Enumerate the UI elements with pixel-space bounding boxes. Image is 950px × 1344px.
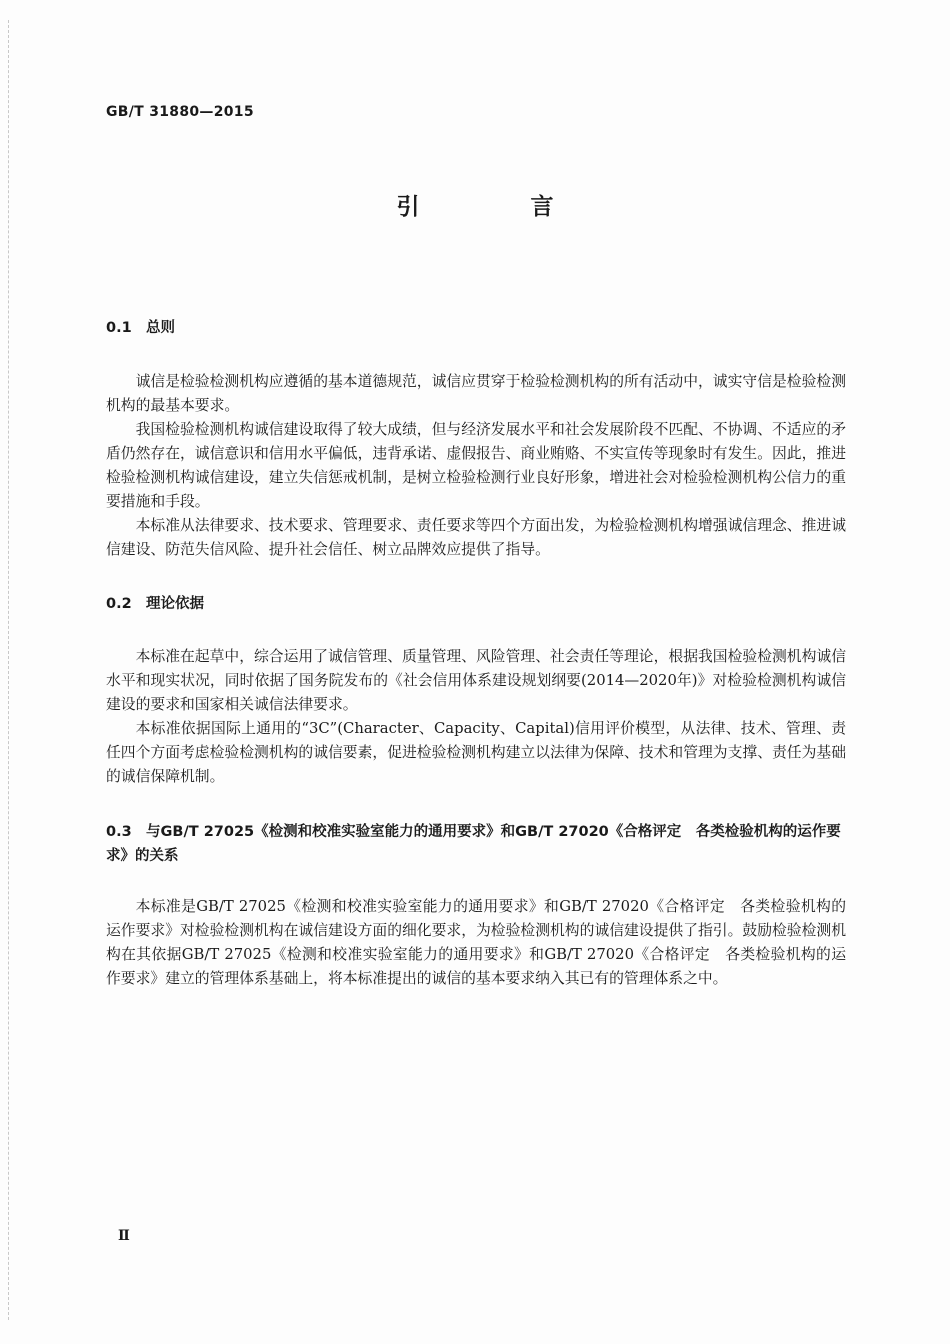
paragraph: 本标准依据国际上通用的“3C”(Character、Capacity、Capital)信用评价模型，从法律、技术、管理、责任四个方面考虑检验检测机构的诚信要素，促进检验检测机构建立以法律为保障、技术和管理为支撑、责任为基础的诚信保障机制。	[106, 720, 846, 785]
standard-code: GB/T 31880—2015	[106, 104, 254, 120]
section-number: 0.2	[106, 596, 132, 612]
paragraph: 诚信是检验检测机构应遵循的基本道德规范，诚信应贯穿于检验检测机构的所有活动中，诚实守信是检验检测机构的最基本要求。	[106, 373, 846, 414]
section-heading-0-3	[106, 820, 846, 868]
section-body-0-3	[106, 895, 846, 991]
page-title: 引 言	[396, 194, 598, 220]
paragraph: 本标准是GB/T 27025《检测和校准实验室能力的通用要求》和GB/T 27020《合格评定 各类检验机构的运作要求》对检验检测机构在诚信建设方面的细化要求，为检验检测机构的诚信建设提供了指引。鼓励检验检测机构在其依据GB/T 27025《检测和校准实验室能力的通用要求》和GB/T 27020《合格评定 各类检验机构的运作要求》建立的管理体系基础上，将本标准提出的诚信的基本要求纳入其已有的管理体系之中。	[106, 898, 846, 987]
paragraph: 本标准从法律要求、技术要求、管理要求、责任要求等四个方面出发，为检验检测机构增强诚信理念、推进诚信建设、防范失信风险、提升社会信任、树立品牌效应提供了指导。	[106, 517, 846, 558]
page-number: Ⅱ	[118, 1228, 130, 1244]
paragraph: 我国检验检测机构诚信建设取得了较大成绩，但与经济发展水平和社会发展阶段不匹配、不协调、不适应的矛盾仍然存在，诚信意识和信用水平偏低，违背承诺、虚假报告、商业贿赂、不实宣传等现象时有发生。因此，推进检验检测机构诚信建设，建立失信惩戒机制，是树立检验检测行业良好形象，增进社会对检验检测机构公信力的重要措施和手段。	[106, 421, 846, 510]
section-heading-0-1	[106, 316, 846, 340]
paragraph: 本标准在起草中，综合运用了诚信管理、质量管理、风险管理、社会责任等理论，根据我国检验检测机构诚信水平和现实状况，同时依据了国务院发布的《社会信用体系建设规划纲要(2014—2020年)》对检验检测机构诚信建设的要求和国家相关诚信法律要求。	[106, 648, 846, 713]
section-title: 理论依据	[146, 596, 204, 612]
section-title: 总则	[146, 320, 175, 336]
section-body-0-2	[106, 645, 846, 789]
section-body-0-1	[106, 370, 846, 562]
section-title: 与GB/T 27025《检测和校准实验室能力的通用要求》和GB/T 27020《合格评定 各类检验机构的运作要求》的关系	[106, 824, 841, 864]
section-number: 0.3	[106, 824, 132, 840]
section-heading-0-2	[106, 592, 846, 616]
section-number: 0.1	[106, 320, 132, 336]
